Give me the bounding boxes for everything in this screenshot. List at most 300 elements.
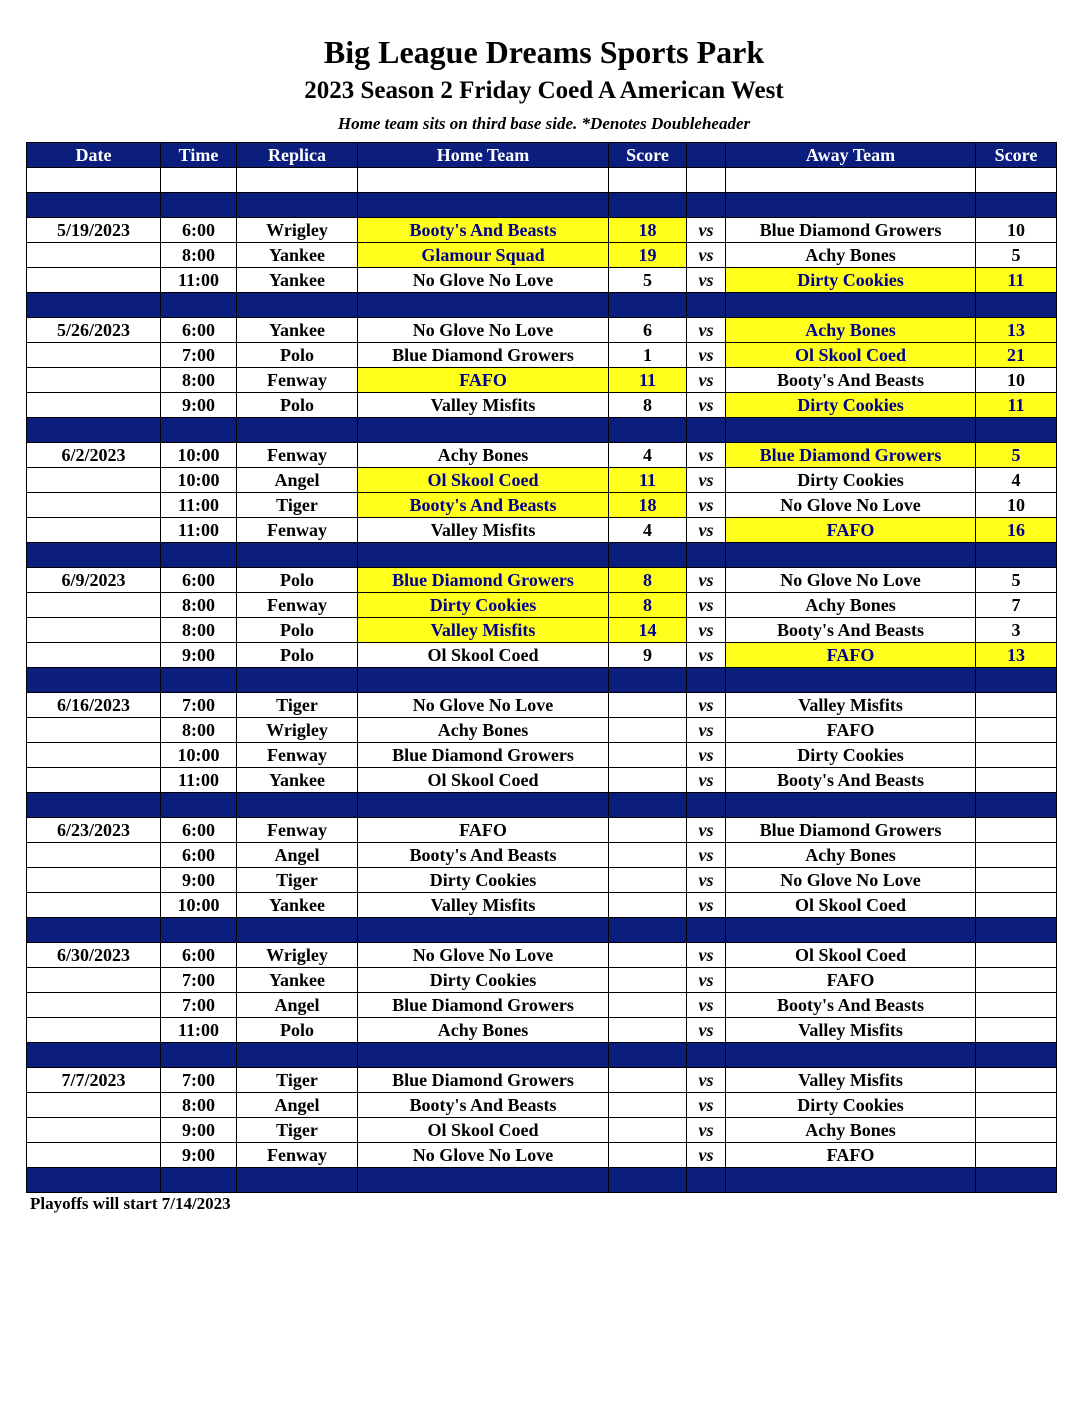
away-score: 7	[976, 593, 1057, 618]
game-row	[27, 718, 1057, 743]
game-replica: Fenway	[237, 368, 358, 393]
col-header-away-score: Score	[976, 143, 1057, 168]
game-row	[27, 818, 1057, 843]
game-date: 6/16/2023	[27, 693, 161, 718]
home-score	[609, 693, 687, 718]
vs-label: vs	[687, 468, 726, 493]
game-replica: Polo	[237, 643, 358, 668]
away-score	[976, 718, 1057, 743]
vs-label: vs	[687, 393, 726, 418]
game-date	[27, 968, 161, 993]
away-team: Ol Skool Coed	[726, 943, 976, 968]
schedule-table	[26, 142, 1057, 1193]
home-score: 18	[609, 218, 687, 243]
game-date	[27, 268, 161, 293]
away-team: Dirty Cookies	[726, 468, 976, 493]
game-date: 5/19/2023	[27, 218, 161, 243]
vs-label: vs	[687, 568, 726, 593]
game-time: 6:00	[161, 568, 237, 593]
away-score	[976, 843, 1057, 868]
game-row	[27, 243, 1057, 268]
vs-label: vs	[687, 243, 726, 268]
game-row	[27, 593, 1057, 618]
home-team: Achy Bones	[358, 718, 609, 743]
game-replica: Polo	[237, 1018, 358, 1043]
game-row	[27, 568, 1057, 593]
game-date	[27, 243, 161, 268]
away-team: FAFO	[726, 643, 976, 668]
away-score	[976, 943, 1057, 968]
home-team: FAFO	[358, 368, 609, 393]
away-team: Dirty Cookies	[726, 1093, 976, 1118]
game-time: 7:00	[161, 693, 237, 718]
home-score	[609, 1118, 687, 1143]
home-team: Booty's And Beasts	[358, 218, 609, 243]
away-score: 5	[976, 568, 1057, 593]
away-team: Booty's And Beasts	[726, 618, 976, 643]
home-team: No Glove No Love	[358, 1143, 609, 1168]
week-separator-row	[27, 918, 1057, 943]
vs-label: vs	[687, 768, 726, 793]
game-date: 6/30/2023	[27, 943, 161, 968]
game-date	[27, 993, 161, 1018]
game-date: 6/2/2023	[27, 443, 161, 468]
away-team: FAFO	[726, 968, 976, 993]
game-time: 10:00	[161, 893, 237, 918]
away-team: Blue Diamond Growers	[726, 443, 976, 468]
away-score	[976, 893, 1057, 918]
home-score	[609, 868, 687, 893]
vs-label: vs	[687, 368, 726, 393]
vs-label: vs	[687, 618, 726, 643]
away-team: Valley Misfits	[726, 693, 976, 718]
game-time: 11:00	[161, 768, 237, 793]
game-replica: Yankee	[237, 768, 358, 793]
vs-label: vs	[687, 843, 726, 868]
game-replica: Wrigley	[237, 943, 358, 968]
game-time: 6:00	[161, 218, 237, 243]
col-header-home-score: Score	[609, 143, 687, 168]
game-time: 10:00	[161, 443, 237, 468]
game-row	[27, 1018, 1057, 1043]
game-time: 11:00	[161, 268, 237, 293]
home-score	[609, 1018, 687, 1043]
game-date	[27, 1093, 161, 1118]
vs-label: vs	[687, 743, 726, 768]
game-replica: Angel	[237, 993, 358, 1018]
game-date	[27, 493, 161, 518]
home-score: 11	[609, 368, 687, 393]
game-replica: Tiger	[237, 868, 358, 893]
away-score: 10	[976, 368, 1057, 393]
game-date: 6/9/2023	[27, 568, 161, 593]
game-row	[27, 393, 1057, 418]
home-team: Ol Skool Coed	[358, 643, 609, 668]
vs-label: vs	[687, 1018, 726, 1043]
home-score: 8	[609, 393, 687, 418]
week-separator-row	[27, 193, 1057, 218]
col-header-vs	[687, 143, 726, 168]
week-separator-row	[27, 293, 1057, 318]
home-score: 9	[609, 643, 687, 668]
game-time: 11:00	[161, 518, 237, 543]
home-score	[609, 1093, 687, 1118]
home-team: No Glove No Love	[358, 318, 609, 343]
away-score	[976, 1143, 1057, 1168]
game-replica: Fenway	[237, 1143, 358, 1168]
away-score: 21	[976, 343, 1057, 368]
game-time: 8:00	[161, 1093, 237, 1118]
game-replica: Fenway	[237, 518, 358, 543]
home-team: Blue Diamond Growers	[358, 993, 609, 1018]
home-score: 11	[609, 468, 687, 493]
away-team: FAFO	[726, 718, 976, 743]
vs-label: vs	[687, 268, 726, 293]
home-team: No Glove No Love	[358, 943, 609, 968]
vs-label: vs	[687, 993, 726, 1018]
vs-label: vs	[687, 443, 726, 468]
vs-label: vs	[687, 868, 726, 893]
away-score: 10	[976, 493, 1057, 518]
game-row	[27, 268, 1057, 293]
game-replica: Fenway	[237, 443, 358, 468]
schedule-note: Home team sits on third base side. *Denotes Doubleheader	[337, 114, 751, 133]
game-time: 8:00	[161, 368, 237, 393]
away-score: 5	[976, 243, 1057, 268]
game-replica: Wrigley	[237, 218, 358, 243]
home-team: Dirty Cookies	[358, 868, 609, 893]
game-time: 7:00	[161, 968, 237, 993]
home-score: 5	[609, 268, 687, 293]
page-subtitle: 2023 Season 2 Friday Coed A American West	[304, 77, 784, 104]
away-team: No Glove No Love	[726, 568, 976, 593]
game-row	[27, 768, 1057, 793]
away-score	[976, 768, 1057, 793]
home-score	[609, 1143, 687, 1168]
away-score: 3	[976, 618, 1057, 643]
game-row	[27, 1068, 1057, 1093]
game-date: 6/23/2023	[27, 818, 161, 843]
home-team: Achy Bones	[358, 1018, 609, 1043]
home-score: 4	[609, 443, 687, 468]
away-team: Achy Bones	[726, 843, 976, 868]
game-date	[27, 643, 161, 668]
game-replica: Fenway	[237, 743, 358, 768]
away-team: Achy Bones	[726, 593, 976, 618]
game-date	[27, 768, 161, 793]
game-time: 8:00	[161, 618, 237, 643]
game-date: 7/7/2023	[27, 1068, 161, 1093]
game-date	[27, 718, 161, 743]
game-time: 9:00	[161, 1143, 237, 1168]
week-separator-row	[27, 1168, 1057, 1193]
week-separator-row	[27, 543, 1057, 568]
schedule-body	[27, 168, 1057, 1193]
game-row	[27, 493, 1057, 518]
game-replica: Angel	[237, 468, 358, 493]
vs-label: vs	[687, 493, 726, 518]
home-team: Achy Bones	[358, 443, 609, 468]
vs-label: vs	[687, 643, 726, 668]
game-date	[27, 1018, 161, 1043]
game-replica: Tiger	[237, 493, 358, 518]
game-time: 6:00	[161, 943, 237, 968]
game-row	[27, 968, 1057, 993]
week-separator-row	[27, 1043, 1057, 1068]
game-row	[27, 643, 1057, 668]
game-date	[27, 843, 161, 868]
game-row	[27, 443, 1057, 468]
away-team: Booty's And Beasts	[726, 768, 976, 793]
home-score: 8	[609, 593, 687, 618]
game-time: 6:00	[161, 818, 237, 843]
game-date	[27, 468, 161, 493]
game-row	[27, 893, 1057, 918]
game-row	[27, 868, 1057, 893]
vs-label: vs	[687, 1118, 726, 1143]
game-time: 9:00	[161, 393, 237, 418]
col-header-replica: Replica	[237, 143, 358, 168]
game-row	[27, 1143, 1057, 1168]
home-score	[609, 743, 687, 768]
home-team: No Glove No Love	[358, 693, 609, 718]
game-replica: Polo	[237, 618, 358, 643]
home-team: Ol Skool Coed	[358, 1118, 609, 1143]
vs-label: vs	[687, 693, 726, 718]
game-time: 9:00	[161, 868, 237, 893]
away-team: Ol Skool Coed	[726, 893, 976, 918]
away-team: No Glove No Love	[726, 868, 976, 893]
home-team: Booty's And Beasts	[358, 493, 609, 518]
vs-label: vs	[687, 818, 726, 843]
home-score: 14	[609, 618, 687, 643]
away-score	[976, 868, 1057, 893]
game-replica: Yankee	[237, 268, 358, 293]
away-team: No Glove No Love	[726, 493, 976, 518]
game-row	[27, 318, 1057, 343]
away-team: Achy Bones	[726, 318, 976, 343]
home-team: Blue Diamond Growers	[358, 343, 609, 368]
vs-label: vs	[687, 218, 726, 243]
game-date	[27, 618, 161, 643]
game-time: 8:00	[161, 243, 237, 268]
away-team: Dirty Cookies	[726, 743, 976, 768]
game-replica: Fenway	[237, 818, 358, 843]
home-score	[609, 768, 687, 793]
game-time: 7:00	[161, 993, 237, 1018]
playoffs-note: Playoffs will start 7/14/2023	[30, 1194, 231, 1213]
col-header-time: Time	[161, 143, 237, 168]
vs-label: vs	[687, 1093, 726, 1118]
home-team: Blue Diamond Growers	[358, 568, 609, 593]
home-team: Valley Misfits	[358, 393, 609, 418]
game-date	[27, 518, 161, 543]
game-row	[27, 993, 1057, 1018]
vs-label: vs	[687, 968, 726, 993]
game-replica: Yankee	[237, 893, 358, 918]
away-team: Booty's And Beasts	[726, 993, 976, 1018]
away-score	[976, 1118, 1057, 1143]
away-score	[976, 818, 1057, 843]
game-time: 8:00	[161, 718, 237, 743]
game-date	[27, 393, 161, 418]
home-team: Ol Skool Coed	[358, 768, 609, 793]
game-time: 7:00	[161, 1068, 237, 1093]
game-replica: Yankee	[237, 243, 358, 268]
away-team: Dirty Cookies	[726, 268, 976, 293]
game-row	[27, 1093, 1057, 1118]
away-score	[976, 693, 1057, 718]
game-row	[27, 1118, 1057, 1143]
game-replica: Polo	[237, 393, 358, 418]
away-score: 13	[976, 643, 1057, 668]
home-team: Valley Misfits	[358, 893, 609, 918]
game-replica: Angel	[237, 1093, 358, 1118]
game-time: 8:00	[161, 593, 237, 618]
game-replica: Angel	[237, 843, 358, 868]
game-time: 9:00	[161, 1118, 237, 1143]
vs-label: vs	[687, 518, 726, 543]
game-replica: Tiger	[237, 1118, 358, 1143]
game-row	[27, 693, 1057, 718]
game-row	[27, 468, 1057, 493]
game-row	[27, 843, 1057, 868]
home-score: 6	[609, 318, 687, 343]
game-row	[27, 368, 1057, 393]
vs-label: vs	[687, 1143, 726, 1168]
away-team: FAFO	[726, 1143, 976, 1168]
game-replica: Wrigley	[237, 718, 358, 743]
away-team: Achy Bones	[726, 1118, 976, 1143]
home-score: 18	[609, 493, 687, 518]
home-team: Booty's And Beasts	[358, 1093, 609, 1118]
home-team: Booty's And Beasts	[358, 843, 609, 868]
game-replica: Yankee	[237, 318, 358, 343]
away-score	[976, 1093, 1057, 1118]
away-score: 13	[976, 318, 1057, 343]
game-date	[27, 343, 161, 368]
game-row	[27, 743, 1057, 768]
away-score: 4	[976, 468, 1057, 493]
week-separator-row	[27, 793, 1057, 818]
game-date	[27, 743, 161, 768]
vs-label: vs	[687, 893, 726, 918]
col-header-home-team: Home Team	[358, 143, 609, 168]
vs-label: vs	[687, 343, 726, 368]
home-score	[609, 893, 687, 918]
home-team: Ol Skool Coed	[358, 468, 609, 493]
home-team: Dirty Cookies	[358, 593, 609, 618]
home-score: 1	[609, 343, 687, 368]
game-date	[27, 593, 161, 618]
home-score: 4	[609, 518, 687, 543]
game-date	[27, 1143, 161, 1168]
home-score	[609, 818, 687, 843]
home-score	[609, 843, 687, 868]
away-score	[976, 1068, 1057, 1093]
col-header-away-team: Away Team	[726, 143, 976, 168]
blank-row	[27, 168, 1057, 193]
away-team: Blue Diamond Growers	[726, 218, 976, 243]
home-score	[609, 993, 687, 1018]
vs-label: vs	[687, 318, 726, 343]
vs-label: vs	[687, 718, 726, 743]
away-score: 16	[976, 518, 1057, 543]
away-team: Achy Bones	[726, 243, 976, 268]
home-score	[609, 943, 687, 968]
away-team: Dirty Cookies	[726, 393, 976, 418]
away-score: 11	[976, 393, 1057, 418]
game-date	[27, 893, 161, 918]
home-team: Blue Diamond Growers	[358, 1068, 609, 1093]
game-date	[27, 368, 161, 393]
game-time: 11:00	[161, 493, 237, 518]
game-date	[27, 868, 161, 893]
home-score	[609, 718, 687, 743]
week-separator-row	[27, 418, 1057, 443]
game-time: 10:00	[161, 743, 237, 768]
home-team: Glamour Squad	[358, 243, 609, 268]
away-team: Blue Diamond Growers	[726, 818, 976, 843]
home-team: Blue Diamond Growers	[358, 743, 609, 768]
away-score: 10	[976, 218, 1057, 243]
game-time: 10:00	[161, 468, 237, 493]
home-score: 19	[609, 243, 687, 268]
game-row	[27, 343, 1057, 368]
game-row	[27, 943, 1057, 968]
page-title: Big League Dreams Sports Park	[323, 34, 765, 70]
game-time: 9:00	[161, 643, 237, 668]
home-team: Valley Misfits	[358, 518, 609, 543]
away-score: 5	[976, 443, 1057, 468]
away-team: Booty's And Beasts	[726, 368, 976, 393]
home-team: Valley Misfits	[358, 618, 609, 643]
col-header-date: Date	[27, 143, 161, 168]
game-date	[27, 1118, 161, 1143]
home-score	[609, 968, 687, 993]
away-team: Ol Skool Coed	[726, 343, 976, 368]
game-row	[27, 218, 1057, 243]
game-replica: Tiger	[237, 1068, 358, 1093]
game-time: 6:00	[161, 843, 237, 868]
game-replica: Fenway	[237, 593, 358, 618]
game-replica: Polo	[237, 343, 358, 368]
table-header-row	[27, 143, 1057, 168]
away-score	[976, 743, 1057, 768]
game-replica: Polo	[237, 568, 358, 593]
game-date: 5/26/2023	[27, 318, 161, 343]
game-replica: Yankee	[237, 968, 358, 993]
game-replica: Tiger	[237, 693, 358, 718]
vs-label: vs	[687, 943, 726, 968]
vs-label: vs	[687, 593, 726, 618]
week-separator-row	[27, 668, 1057, 693]
away-score	[976, 968, 1057, 993]
away-score: 11	[976, 268, 1057, 293]
away-team: Valley Misfits	[726, 1018, 976, 1043]
away-score	[976, 993, 1057, 1018]
game-time: 7:00	[161, 343, 237, 368]
game-row	[27, 518, 1057, 543]
away-score	[976, 1018, 1057, 1043]
game-time: 11:00	[161, 1018, 237, 1043]
home-score	[609, 1068, 687, 1093]
away-team: FAFO	[726, 518, 976, 543]
home-team: Dirty Cookies	[358, 968, 609, 993]
game-row	[27, 618, 1057, 643]
home-team: FAFO	[358, 818, 609, 843]
vs-label: vs	[687, 1068, 726, 1093]
